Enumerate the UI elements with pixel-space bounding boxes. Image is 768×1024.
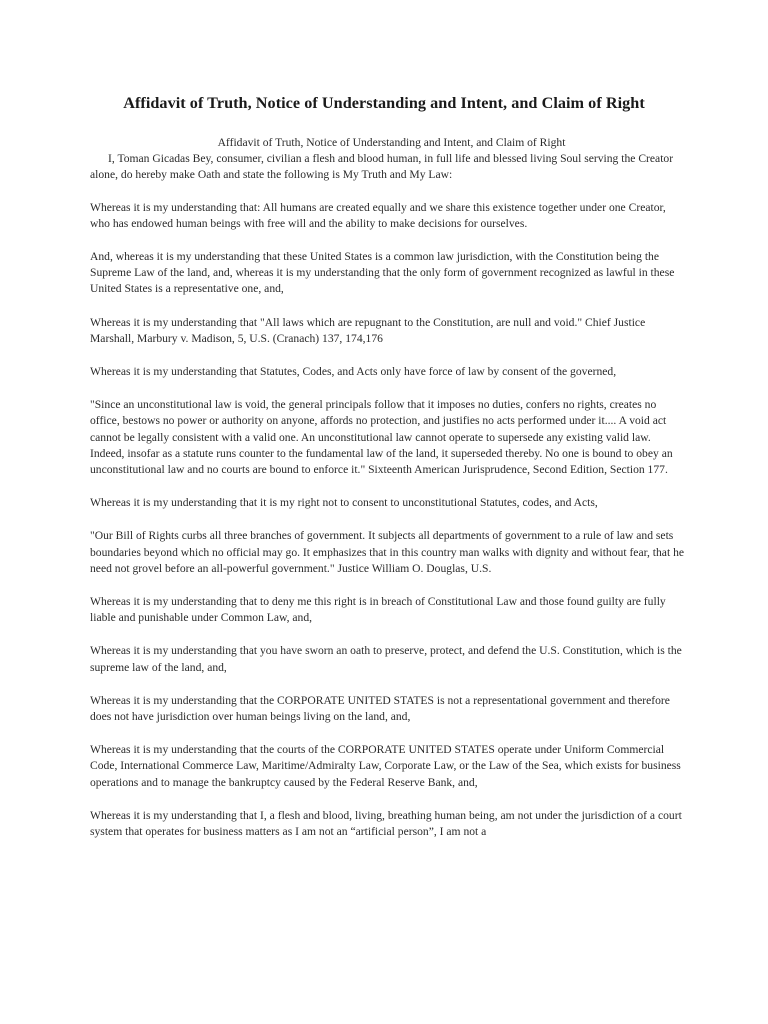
- paragraph-6: Whereas it is my understanding that it is my right not to consent to unconstitutional Statutes, codes, and Acts,: [90, 496, 598, 510]
- paragraph-1: Whereas it is my understanding that: All humans are created equally and we share this existence together under one Creator, who has endowed human beings with free will and the ability to make decisions for ourselves.: [90, 200, 666, 230]
- paragraph-7: "Our Bill of Rights curbs all three branches of government. It subjects all departments of government to a rule of law and sets boundaries beyond which no official may go. It emphasizes that in this country man walks with dignity and without fear, that he need not grovel before an all-powerful government." Justice William O. Douglas, U.S.: [90, 529, 685, 575]
- intro-paragraph: I, Toman Gicadas Bey, consumer, civilian a flesh and blood human, in full life and blessed living Soul serving the Creator alone, do hereby make Oath and state the following is My Truth and My Law:: [90, 152, 674, 182]
- paragraph-11: Whereas it is my understanding that the courts of the CORPORATE UNITED STATES operate under Uniform Commercial Code, International Commerce Law, Maritime/Admiralty Law, Corporate Law, or the Law of the Sea, which exists for business operations and to manage the bankruptcy caused by the Federal Reserve Bank, and,: [90, 743, 681, 789]
- paragraph-8: Whereas it is my understanding that to deny me this right is in breach of Constitutional Law and those found guilty are fully liable and punishable under Common Law, and,: [90, 595, 666, 625]
- paragraph-5: "Since an unconstitutional law is void, the general principals follow that it imposes no duties, confers no rights, creates no office, bestows no power or authority on anyone, affords no protection, and justifies no acts performed under it.... A void act cannot be legally consistent with a valid one. An unconstitutional law cannot operate to supersede any existing valid law. Indeed, insofar as a statute runs counter to the fundamental law of the land, it superseded thereby. No one is bound to obey an unconstitutional law and no courts are bound to enforce it." Sixteenth American Jurisprudence, Second Edition, Section 177.: [90, 398, 673, 477]
- paragraph-9: Whereas it is my understanding that you have sworn an oath to preserve, protect, and defend the U.S. Constitution, which is the supreme law of the land, and,: [90, 644, 682, 674]
- paragraph-4: Whereas it is my understanding that Statutes, Codes, and Acts only have force of law by consent of the governed,: [90, 365, 617, 379]
- document-body: [90, 135, 685, 857]
- paragraph-10: Whereas it is my understanding that the CORPORATE UNITED STATES is not a representational government and therefore does not have jurisdiction over human beings living on the land, and,: [90, 693, 670, 724]
- paragraph-2: And, whereas it is my understanding that these United States is a common law jurisdiction, with the Constitution being the Supreme Law of the land, and, whereas it is my understanding that the only form of government recognized as lawful in these United States is a representative one, and,: [90, 250, 675, 296]
- paragraph-3: Whereas it is my understanding that "All laws which are repugnant to the Constitution, are null and void." Chief Justice Marshall, Marbury v. Madison, 5, U.S. (Cranach) 137, 174,176: [90, 315, 646, 345]
- document-title: Affidavit of Truth, Notice of Understanding and Intent, and Claim of Right: [123, 94, 645, 112]
- document-subtitle: Affidavit of Truth, Notice of Understanding and Intent, and Claim of Right: [217, 136, 566, 149]
- paragraph-12: Whereas it is my understanding that I, a flesh and blood, living, breathing human being, am not under the jurisdiction of a court system that operates for business matters as I am not an “artificial person”, I am not a: [90, 808, 682, 839]
